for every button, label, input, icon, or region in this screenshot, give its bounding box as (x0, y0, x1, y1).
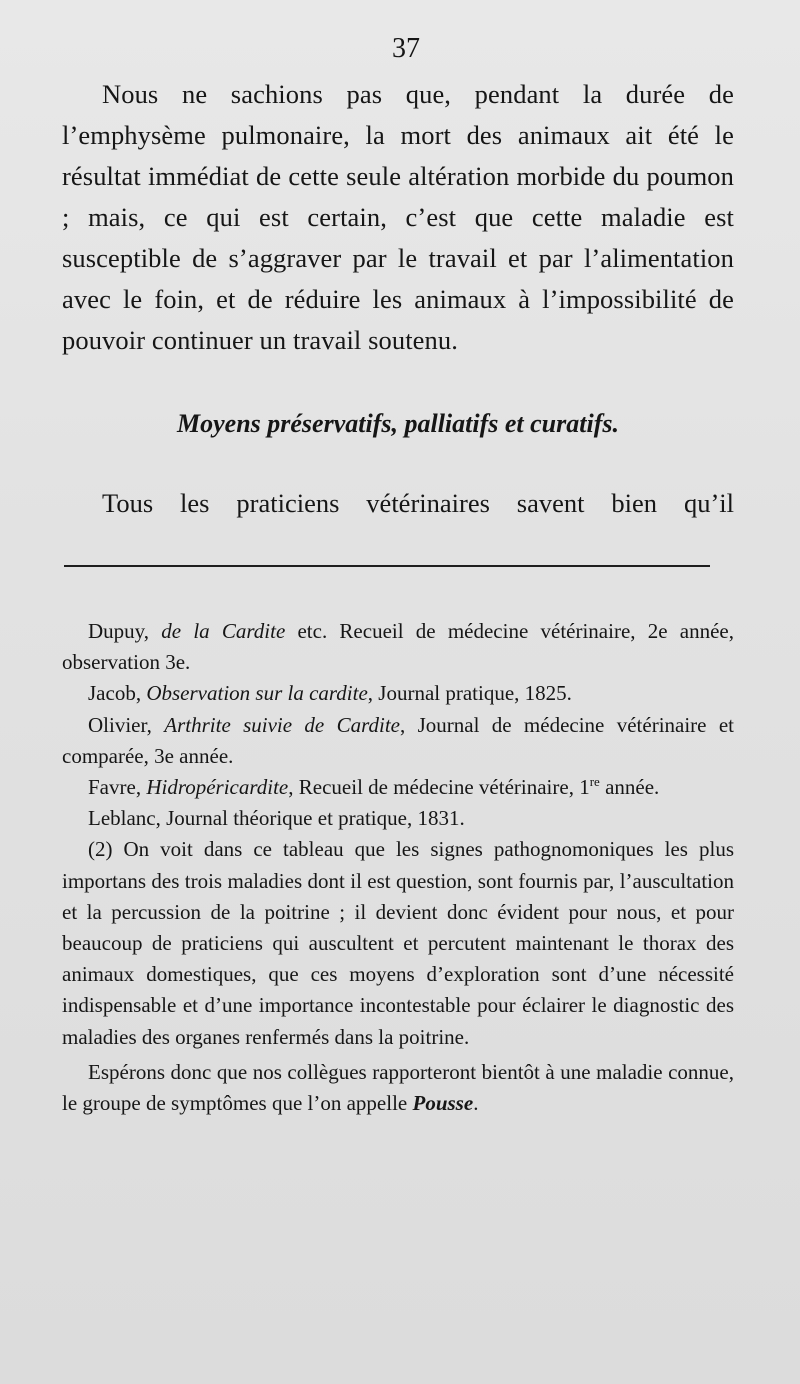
footnote-closing-paragraph (62, 1057, 734, 1119)
footnote-reference: , Journal de médecine vétérinaire et comparée, 3e année. (62, 712, 734, 768)
section-opening-line: Tous les praticiens vétérinaires savent bien qu’il (102, 488, 734, 518)
footnote-title: Observation sur la cardite (146, 681, 368, 706)
section-heading: Moyens préservatifs, palliatifs et curatifs. (177, 409, 619, 438)
footnote-author: Jacob, (88, 681, 142, 706)
footnote-author: Favre, (88, 775, 142, 800)
footnote-2: (2) On voit dans ce tableau que les signes pathognomoniques les plus importans des trois maladies dont il est question, sont fournis par, l’auscultation et la percussion de la poitrine ; il devient donc évident pour nous, et pour beaucoup de praticiens qui auscultent et percutent maintenant le thorax des animaux domestiques, que ces moyens d’exploration sont d’une nécessité indispensable et d’une importance incontestable pour éclairer le diagnostic des maladies des organes renfermés dans la poitrine. (62, 837, 734, 1049)
closing-emphasis: Pousse (412, 1091, 474, 1116)
main-paragraph: Nous ne sachions pas que, pendant la durée de l’emphysème pulmonaire, la mort des animaux ait été le résultat immédiat de cette seule altération morbide du poumon ; mais, ce qui est certain, c’est que cette maladie est susceptible de s’aggraver par le travail et par l’alimentation avec le foin, et de réduire les animaux à l’impossibilité de pouvoir continuer un travail soutenu. (62, 79, 734, 355)
footnote-jacob (62, 678, 734, 709)
footnote-reference: , Journal pratique, 1825. (367, 681, 572, 706)
ordinal-superscript: re (589, 774, 600, 790)
footnote-separator-rule (64, 565, 710, 567)
footnote-olivier (62, 710, 734, 772)
footnote-reference: , Recueil de médecine vétérinaire, 1 (288, 775, 590, 800)
page-number: 37 (392, 33, 420, 64)
footnote-author: Olivier, (88, 712, 152, 737)
footnote-title: de la Cardite (161, 619, 286, 643)
footnote-title: Arthrite suivie de Cardite (164, 712, 400, 737)
closing-text: Espérons donc que nos collègues rapporteront bientôt à une maladie connue, le groupe de symptômes que l’on appelle (62, 1059, 734, 1116)
footnote-author: Dupuy, (88, 619, 150, 643)
footnote-leblanc: Leblanc, Journal théorique et pratique, 1831. (88, 806, 465, 831)
closing-end: . (473, 1091, 479, 1116)
footnote-favre (62, 772, 734, 803)
footnotes (62, 616, 734, 1119)
footnote-reference-end: année. (599, 775, 660, 800)
footnote-title: Hidropéricardite (146, 775, 289, 800)
footnote-reference: etc. Recueil de médecine vétérinaire, 2e année, observation 3e. (62, 619, 734, 675)
footnote-dupuy (62, 616, 734, 678)
